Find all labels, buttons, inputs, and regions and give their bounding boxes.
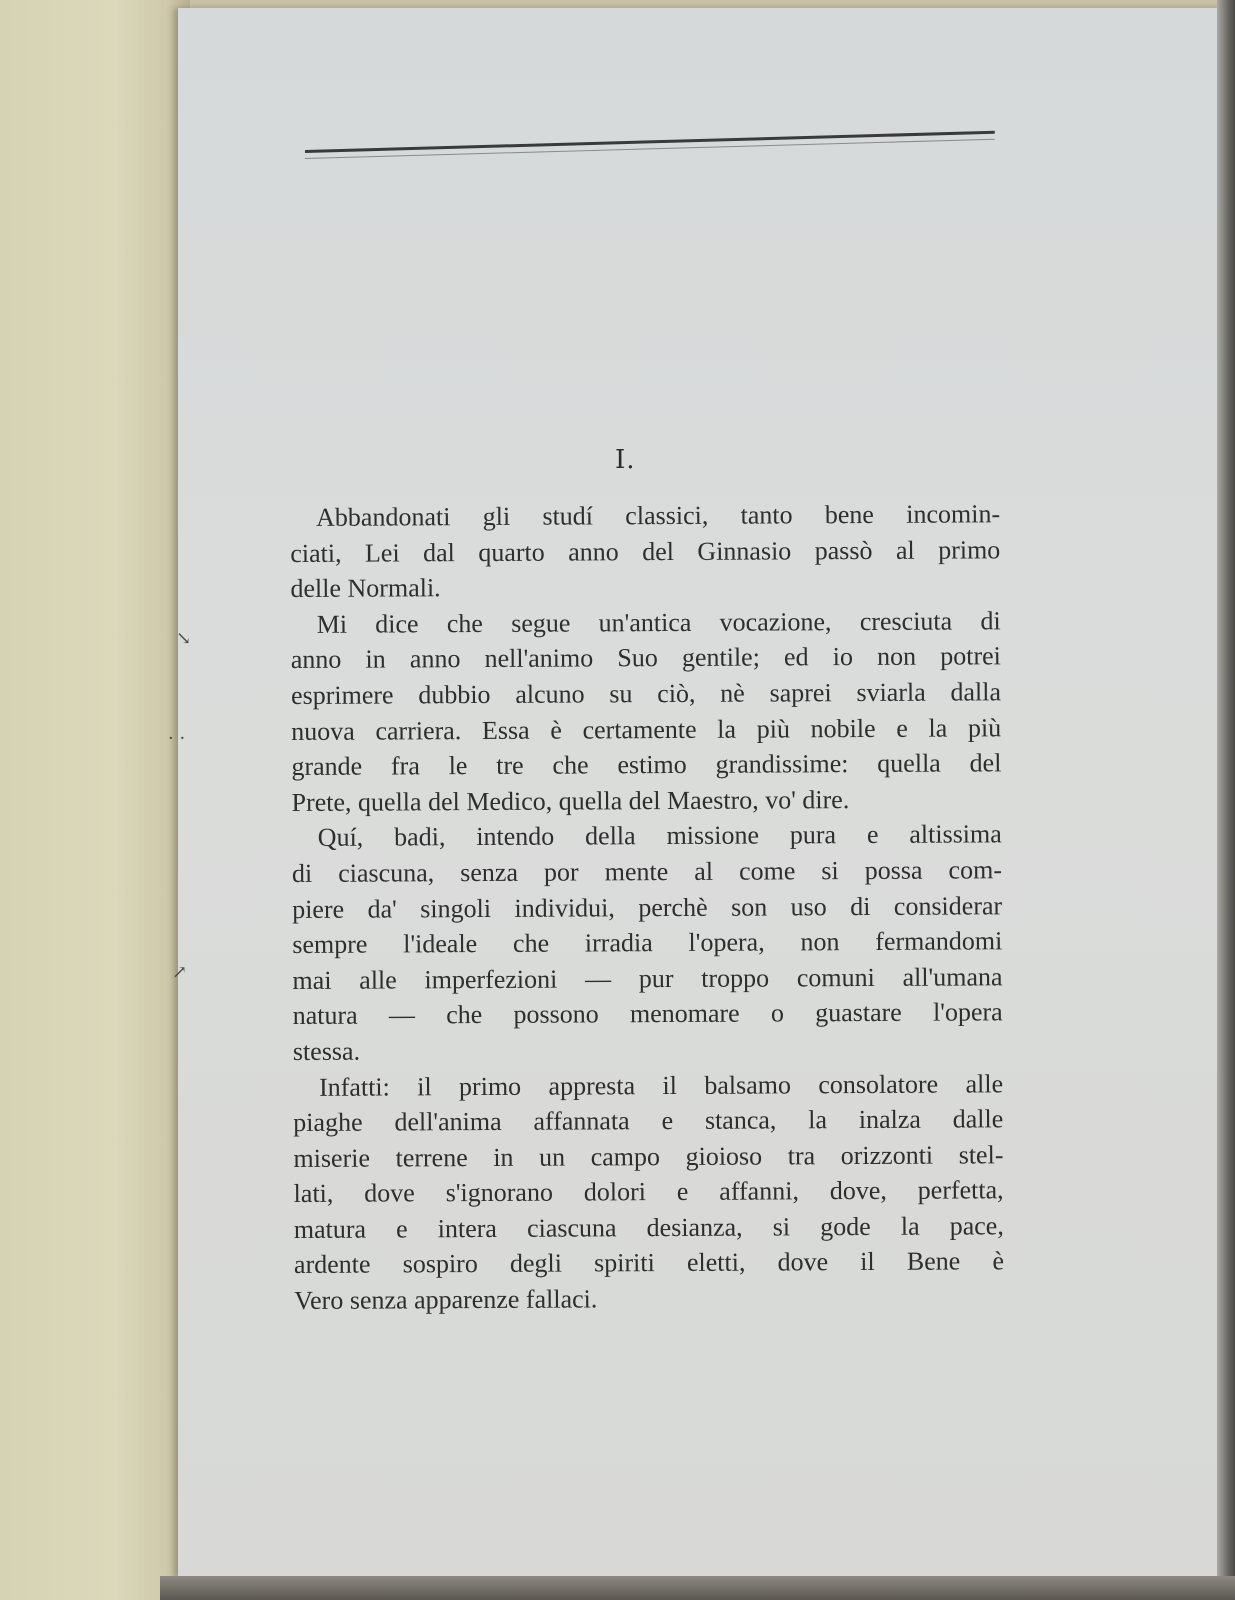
- text-line: natura — che possono menomare o guastare l'opera: [292, 997, 1003, 1031]
- text-line: Abbandonati gli studí classici, tanto bene incomin-: [316, 499, 1001, 532]
- text-line: Prete, quella del Medico, quella del Maestro, vo' dire.: [291, 784, 850, 817]
- text-line: matura e intera ciascuna desianza, si gode la pace,: [293, 1211, 1004, 1244]
- text-line: anno in anno nell'animo Suo gentile; ed io non potrei: [290, 641, 1001, 675]
- text-line: miserie terrene in un campo gioioso tra orizzonti stel-: [293, 1139, 1004, 1173]
- margin-mark: · ·: [168, 728, 186, 749]
- text-line: piere da' singoli individui, perchè son uso di considerar: [292, 890, 1003, 924]
- chapter-heading: I.: [615, 445, 636, 475]
- margin-mark: ↗: [172, 962, 188, 983]
- text-line: grande fra le tre che estimo grandissime: quella del: [291, 748, 1002, 782]
- text-line: esprimere dubbio alcuno su ciò, nè saprei sviarla dalla: [290, 677, 1002, 710]
- text-line: ciati, Lei dal quarto anno del Ginnasio passò al primo: [290, 534, 1001, 568]
- left-page-edge: [0, 0, 190, 1600]
- text-line: nuova carriera. Essa è certamente la più nobile e la più: [291, 712, 1002, 746]
- text-line: piaghe dell'anima affannata e stanca, la inalza dalle: [293, 1104, 1004, 1138]
- text-line: stessa.: [292, 1036, 361, 1066]
- text-line: Vero senza apparenze fallaci.: [294, 1284, 598, 1316]
- text-line: di ciascuna, senza por mente al come si possa com-: [291, 855, 1003, 888]
- text-line: Quí, badi, intendo della missione pura e altissima: [317, 819, 1002, 853]
- text-line: Mi dice che segue un'antica vocazione, cresciuta di: [316, 606, 1001, 639]
- text-line: delle Normali.: [290, 573, 441, 604]
- book-bottom-edge: [160, 1576, 1235, 1600]
- book-binding-edge: [1217, 0, 1235, 1600]
- text-line: sempre l'ideale che irradia l'opera, non fermandomi: [292, 926, 1003, 960]
- text-line: Infatti: il primo appresta il balsamo consolatore alle: [318, 1068, 1004, 1102]
- text-line: lati, dove s'ignorano dolori e affanni, dove, perfetta,: [293, 1175, 1004, 1209]
- text-line: mai alle imperfezioni — pur troppo comuni all'umana: [292, 961, 1003, 995]
- margin-mark: ↘: [176, 628, 192, 649]
- body-text: [290, 496, 1004, 1318]
- text-line: ardente sospiro degli spiriti eletti, dove il Bene è: [293, 1246, 1005, 1280]
